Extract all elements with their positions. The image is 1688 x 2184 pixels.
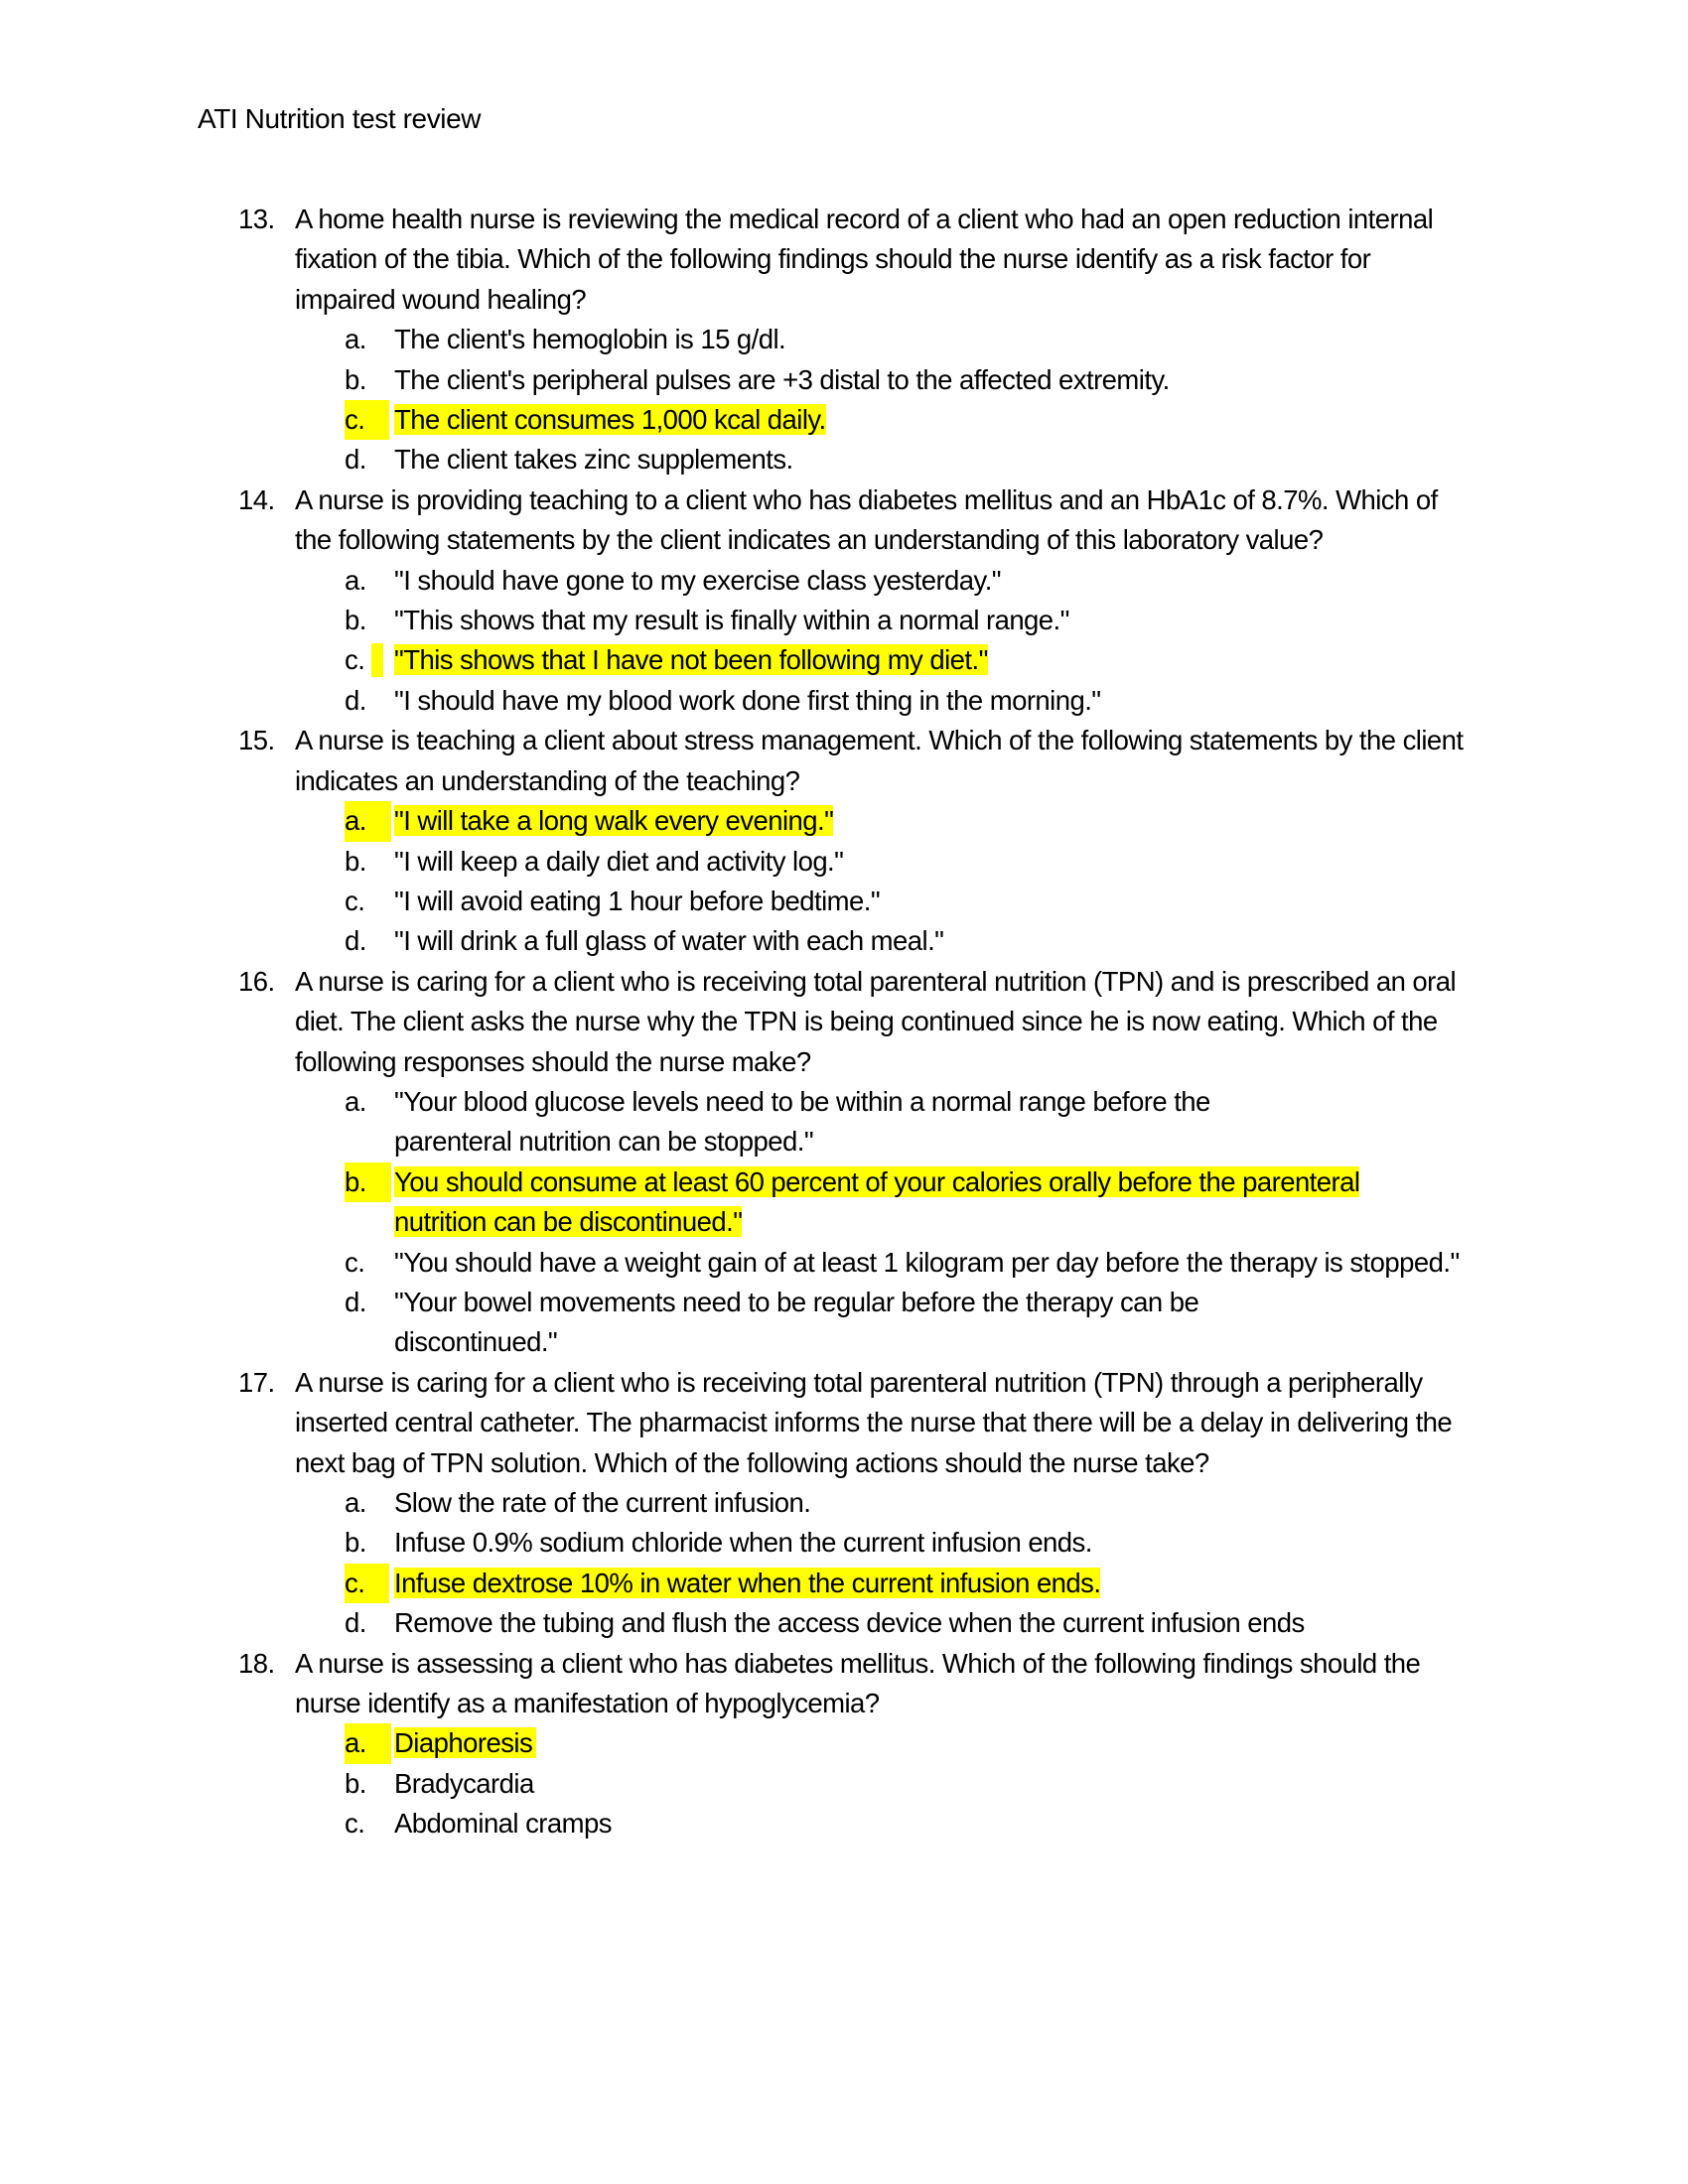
question-text: A nurse is caring for a client who is receiving total parenteral nutrition (TPN) and is prescribed an oral diet. The client asks the nurse why the TPN is being continued since he is now eating. Which of the following responses should the nurse make? [295, 965, 1457, 1077]
question-number: 16. [238, 965, 275, 997]
option-b [295, 1523, 1470, 1563]
question-text: A home health nurse is reviewing the medical record of a client who had an open reduction internal fixation of the tibia. Which of the following findings should the nurse identify as a risk factor for impaired wound healing? [295, 204, 1434, 315]
option-b-answer [295, 1162, 1367, 1243]
question-number: 13. [238, 204, 275, 234]
option-letter: d. [345, 1286, 366, 1317]
option-text: "I will avoid eating 1 hour before bedtime." [394, 885, 881, 916]
highlighted-answer-text: You should consume at least 60 percent of your calories orally before the parenteral nutrition can be discontinued." [394, 1165, 1360, 1238]
option-a [295, 1483, 1470, 1523]
question-number: 18. [238, 1647, 275, 1679]
question-text: A nurse is providing teaching to a client who has diabetes mellitus and an HbA1c of 8.7%. Which of the following statements by the client indicates an understanding of this laboratory value? [295, 483, 1438, 556]
option-text: Slow the rate of the current infusion. [394, 1487, 811, 1518]
option-d [295, 1603, 1470, 1643]
option-list [295, 1483, 1470, 1644]
question-text: A nurse is caring for a client who is receiving total parenteral nutrition (TPN) through a peripherally inserted central catheter. The pharmacist informs the nurse that there will be a delay in delivering the next bag of TPN solution. Which of the following actions should the nurse take? [295, 1366, 1453, 1478]
option-c [295, 1243, 1526, 1283]
option-text: "This shows that my result is finally within a normal range." [394, 605, 1069, 636]
option-letter: a. [345, 324, 366, 355]
option-text: Bradycardia [394, 1767, 534, 1799]
option-list [295, 1723, 1470, 1843]
option-letter: a. [345, 1085, 366, 1117]
option-text: "I should have gone to my exercise class yesterday." [394, 564, 1002, 596]
option-text: "Your blood glucose levels need to be within a normal range before the parenteral nutrition can be stopped." [394, 1085, 1210, 1158]
question-number: 17. [238, 1366, 275, 1398]
option-b [295, 360, 1470, 400]
option-c-answer [295, 400, 1470, 440]
highlight-gap [371, 643, 383, 677]
option-b [295, 842, 1470, 882]
option-letter: b. [345, 1162, 391, 1202]
option-list [295, 320, 1470, 480]
option-d [295, 681, 1470, 721]
question-17 [238, 1363, 1470, 1644]
option-a [295, 1082, 1318, 1162]
option-b [295, 601, 1470, 640]
option-d [295, 440, 1470, 479]
option-letter: c. [345, 644, 365, 676]
option-text: Infuse 0.9% sodium chloride when the current infusion ends. [394, 1527, 1092, 1559]
option-letter: c. [345, 1564, 389, 1603]
option-text: The client takes zinc supplements. [394, 444, 793, 476]
option-b [295, 1764, 1470, 1804]
option-text: Remove the tubing and flush the access device when the current infusion ends [394, 1607, 1305, 1639]
question-16 [238, 962, 1470, 1363]
option-list [295, 801, 1470, 962]
option-letter: c. [345, 400, 389, 440]
option-list [295, 561, 1470, 722]
option-letter: a. [345, 801, 391, 841]
question-15 [238, 721, 1470, 961]
option-letter: d. [345, 925, 366, 957]
option-letter: c. [345, 1246, 365, 1278]
option-text: "I will drink a full glass of water with each meal." [394, 925, 944, 957]
option-letter: a. [345, 1487, 366, 1518]
option-c-answer [295, 1564, 1470, 1603]
option-text: "Your bowel movements need to be regular before the therapy can be discontinued." [394, 1286, 1199, 1358]
option-d [295, 921, 1470, 961]
option-c [295, 1804, 1470, 1843]
option-a-answer [295, 1723, 1470, 1763]
option-letter: d. [345, 1607, 366, 1639]
question-13 [238, 200, 1470, 480]
question-text: A nurse is assessing a client who has diabetes mellitus. Which of the following findings should the nurse identify as a manifestation of hypoglycemia? [295, 1647, 1421, 1719]
option-letter: b. [345, 363, 366, 395]
question-list [238, 200, 1470, 1844]
option-letter: b. [345, 605, 366, 636]
highlighted-answer-text: Infuse dextrose 10% in water when the current infusion ends. [394, 1567, 1101, 1598]
option-text: "I will keep a daily diet and activity log." [394, 845, 844, 877]
option-letter: a. [345, 564, 366, 596]
question-14 [238, 480, 1470, 721]
option-text: "You should have a weight gain of at least 1 kilogram per day before the therapy is stopped." [394, 1246, 1460, 1278]
option-c-answer [295, 640, 1470, 680]
highlighted-answer-text: Diaphoresis [394, 1727, 536, 1758]
option-a [295, 320, 1470, 359]
option-text: "I should have my blood work done first thing in the morning." [394, 684, 1101, 716]
option-text: The client's hemoglobin is 15 g/dl. [394, 324, 786, 355]
question-text: A nurse is teaching a client about stress management. Which of the following statements by the client indicates an understanding of the teaching? [295, 725, 1464, 796]
highlighted-answer-text: "This shows that I have not been following my diet." [394, 644, 988, 676]
highlighted-answer-text: The client consumes 1,000 kcal daily. [394, 404, 826, 436]
highlighted-answer-text: "I will take a long walk every evening." [394, 805, 834, 837]
question-number: 14. [238, 483, 275, 515]
question-number: 15. [238, 725, 275, 756]
option-letter: c. [345, 1808, 365, 1840]
option-letter: d. [345, 444, 366, 476]
option-letter: b. [345, 1767, 366, 1799]
option-letter: b. [345, 1527, 366, 1559]
option-list [295, 1082, 1470, 1363]
option-d [295, 1283, 1308, 1363]
question-18 [238, 1644, 1470, 1844]
document-title: ATI Nutrition test review [198, 103, 482, 134]
option-c [295, 882, 1470, 921]
option-letter: a. [345, 1723, 391, 1763]
option-text: The client's peripheral pulses are +3 distal to the affected extremity. [394, 363, 1170, 395]
option-letter: d. [345, 684, 366, 716]
option-letter: b. [345, 845, 366, 877]
option-letter: c. [345, 885, 365, 916]
option-a-answer [295, 801, 1470, 841]
option-text: Abdominal cramps [394, 1808, 612, 1840]
option-a [295, 561, 1470, 601]
